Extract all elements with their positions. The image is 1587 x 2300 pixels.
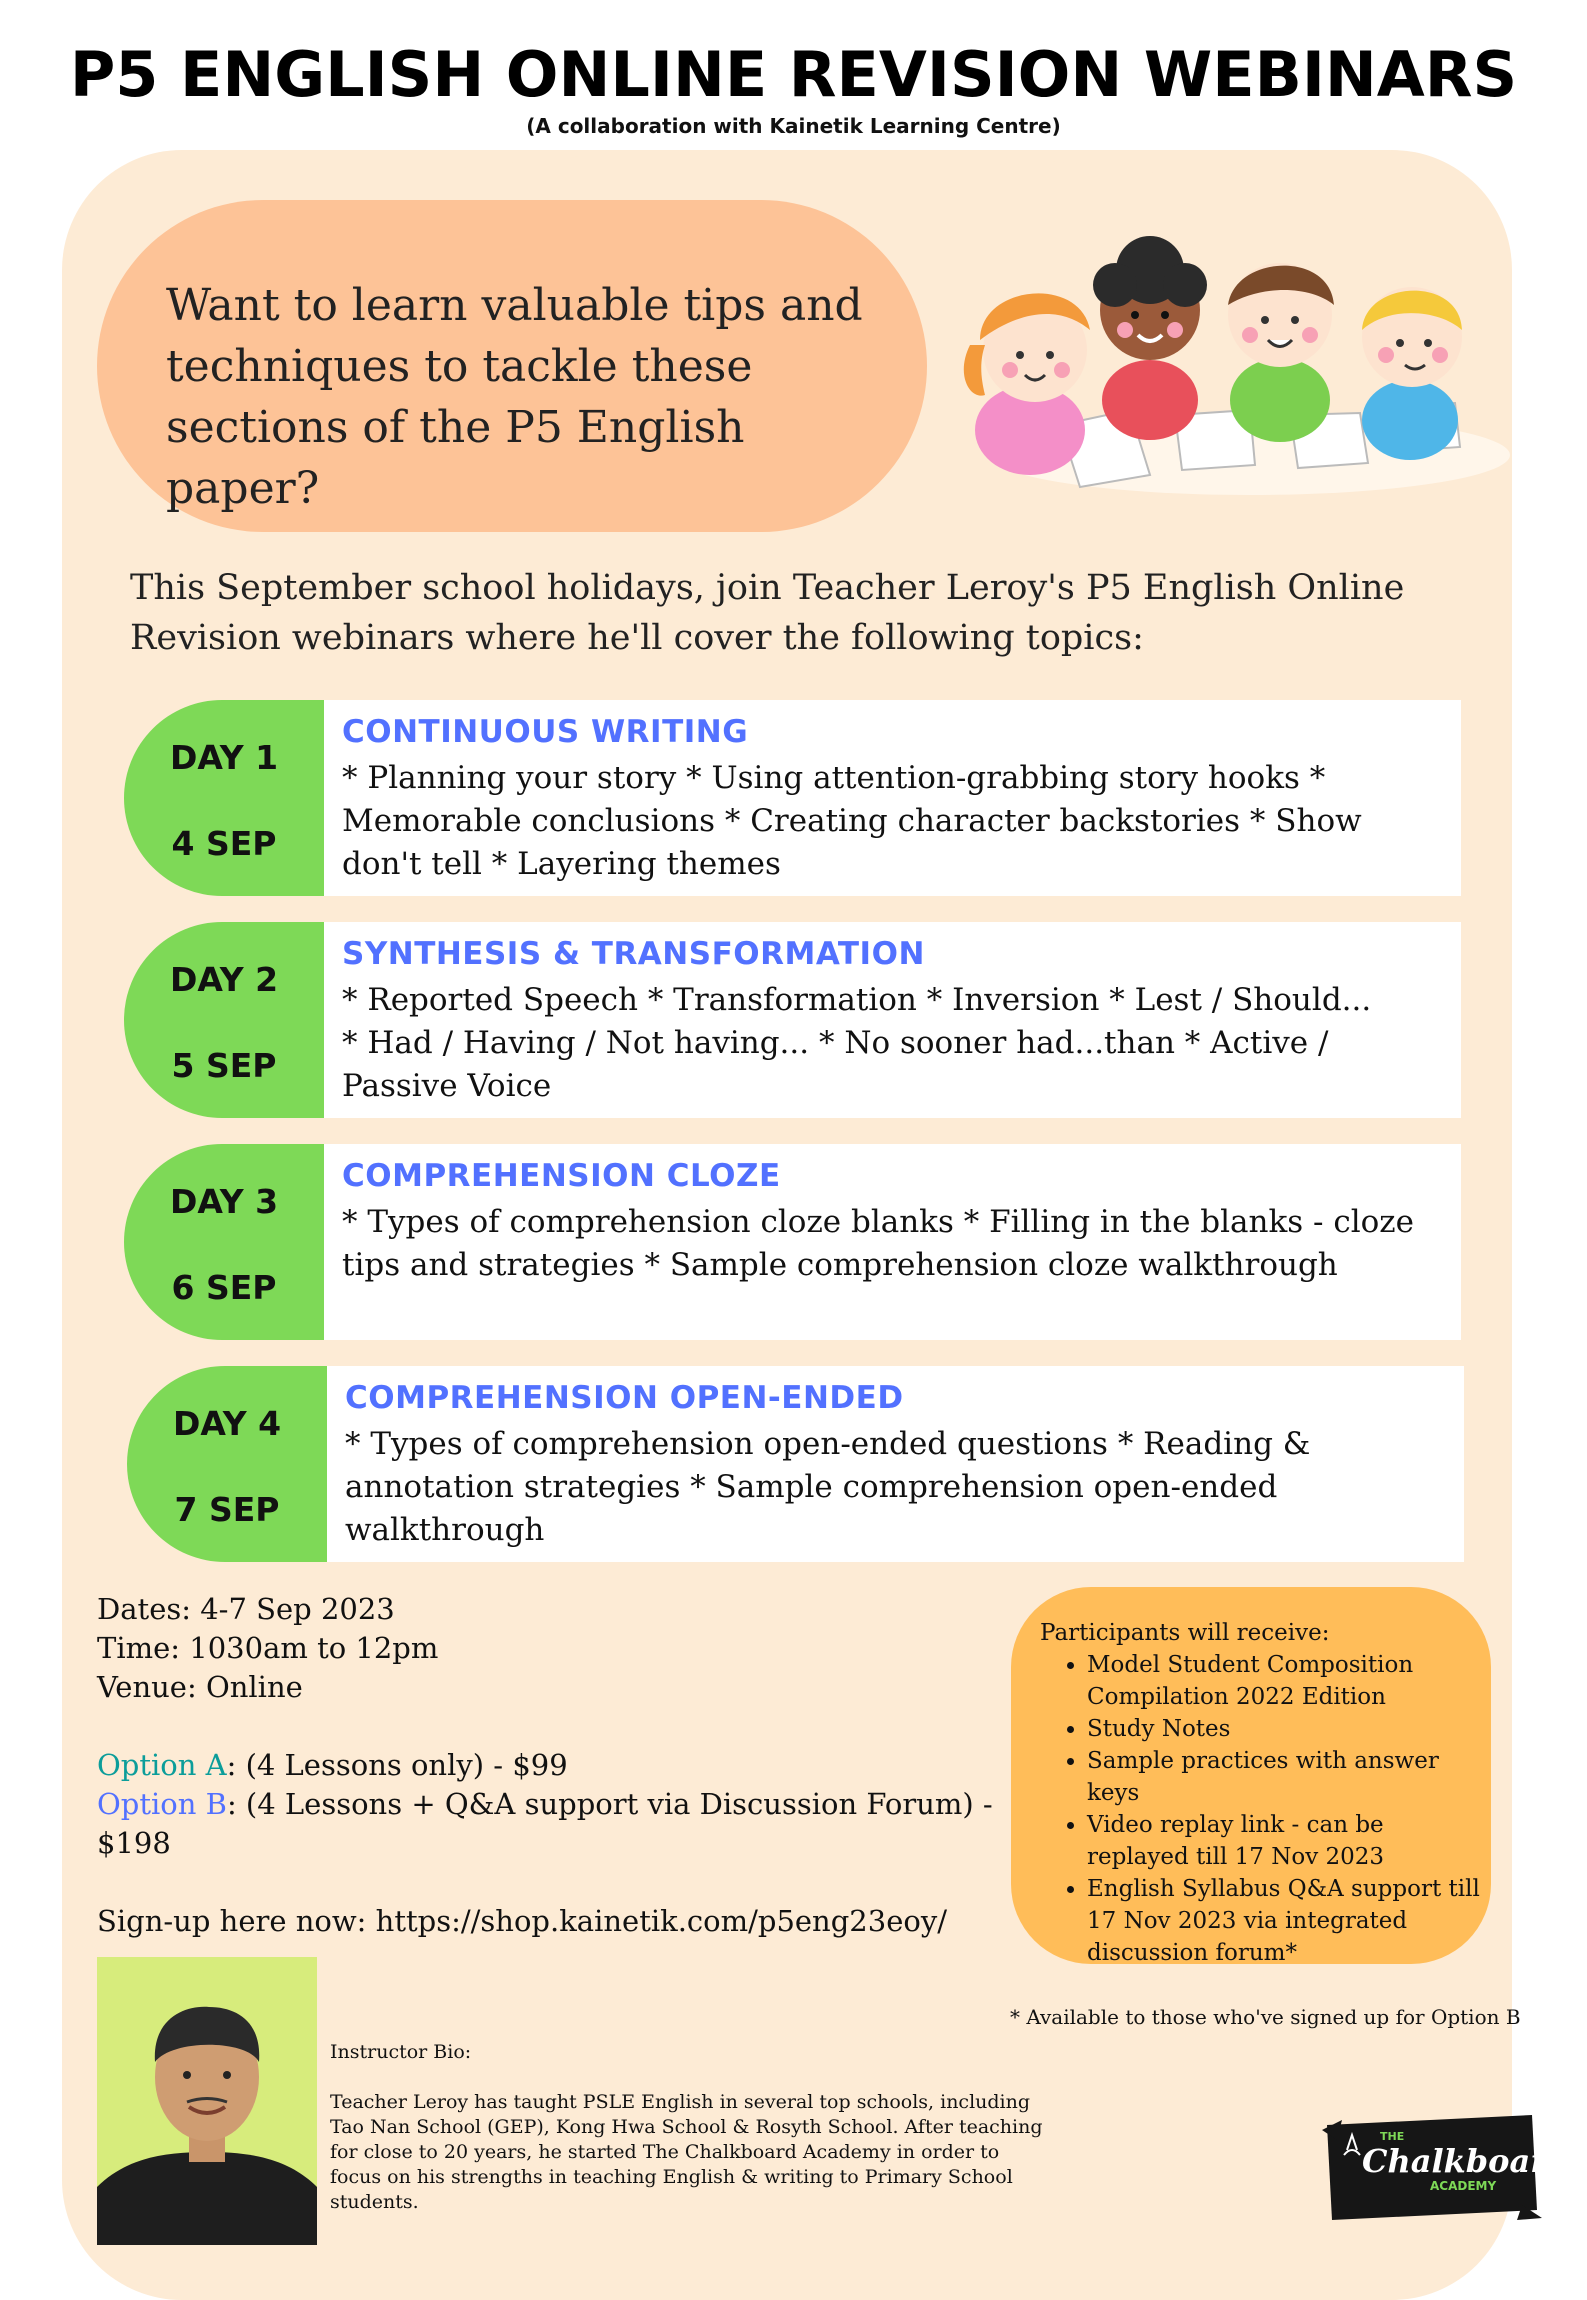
day-description: [342, 979, 1442, 1108]
day-card-2: [124, 922, 1461, 1118]
intro-line-1: This September school holidays, join Teacher Leroy's P5 English Online: [130, 568, 1405, 608]
day-tab: [124, 1144, 324, 1340]
day-body: [324, 700, 1461, 896]
instructor-portrait: [97, 1957, 317, 2245]
day-title: SYNTHESIS & TRANSFORMATION: [342, 936, 925, 972]
question-text: [166, 275, 886, 519]
day-body: [324, 1144, 1461, 1340]
signup-link[interactable]: Sign-up here now: https://shop.kainetik.com/p5eng23eoy/: [97, 1904, 947, 1938]
children-illustration: [950, 225, 1510, 495]
day-tab: [127, 1366, 327, 1562]
event-dates: Dates: 4-7 Sep 2023: [97, 1592, 395, 1626]
event-details: [97, 1590, 997, 1941]
day-label: DAY 2: [169, 960, 279, 999]
page-subtitle: (A collaboration with Kainetik Learning Centre): [526, 114, 1061, 138]
day-body: [324, 922, 1461, 1118]
option-a-text: : (4 Lessons only) - $99: [226, 1748, 568, 1782]
bio-text: Teacher Leroy has taught PSLE English in several top schools, including Tao Nan School (GEP), Kong Hwa School & Rosyth School. After teaching for close to 20 years, he started The Chalkboard Academy in order to focus on his strengths in teaching English & writing to Primary School students.: [330, 2091, 1043, 2213]
event-time: Time: 1030am to 12pm: [97, 1631, 439, 1665]
logo-the: THE: [1380, 2130, 1405, 2143]
receive-heading: Participants will receive:: [1040, 1620, 1330, 1646]
day-label: DAY 3: [169, 1182, 279, 1221]
chalkboard-academy-logo: [1322, 2110, 1570, 2225]
page-title: P5 ENGLISH ONLINE REVISION WEBINARS: [69, 38, 1518, 111]
event-venue: Venue: Online: [97, 1670, 303, 1704]
option-b-footnote: * Available to those who've signed up for Option B: [1010, 2005, 1521, 2029]
bio-heading: Instructor Bio:: [330, 2041, 472, 2063]
day-description: * Types of comprehension open-ended questions * Reading & annotation strategies * Sample comprehension open-ended walkthrough: [345, 1426, 1311, 1548]
intro-line-2: Revision webinars where he'll cover the following topics:: [130, 618, 1144, 658]
question-line-3: sections of the P5 English paper?: [166, 402, 745, 514]
instructor-photo: [97, 1957, 317, 2245]
receive-item: • Model Student Composition Compilation 2022 Edition: [1087, 1649, 1487, 1713]
instructor-bio: [330, 2040, 1050, 2215]
day-description-line-1: * Reported Speech * Transformation * Inversion * Lest / Should...: [342, 982, 1372, 1018]
day-date: 7 SEP: [174, 1490, 280, 1529]
participants-receive-box: [1011, 1587, 1491, 1964]
day-date: 5 SEP: [171, 1046, 277, 1085]
question-line-2: techniques to tackle these: [166, 341, 753, 392]
day-tab: [124, 922, 324, 1118]
day-card-3: [124, 1144, 1461, 1340]
receive-item: • English Syllabus Q&A support till 17 Nov 2023 via integrated discussion forum*: [1087, 1873, 1487, 1969]
intro-text: [130, 563, 1430, 663]
receive-item: • Study Notes: [1087, 1713, 1487, 1745]
logo-name: Chalkboard: [1362, 2142, 1570, 2180]
day-description-line-2: * Had / Having / Not having... * No sooner had...than * Active / Passive Voice: [342, 1025, 1329, 1104]
day-card-4: [127, 1366, 1464, 1562]
day-description: * Types of comprehension cloze blanks * Filling in the blanks - cloze tips and strategies * Sample comprehension cloze walkthrough: [342, 1204, 1414, 1283]
option-a: [97, 1746, 997, 1785]
day-description: * Planning your story * Using attention-grabbing story hooks * Memorable conclusions * Creating character backstories * Show don't tell * Layering themes: [342, 760, 1362, 882]
day-card-1: [124, 700, 1461, 896]
day-label: DAY 1: [169, 738, 279, 777]
day-date: 6 SEP: [171, 1268, 277, 1307]
logo-graphic: [1322, 2110, 1570, 2225]
option-b: [97, 1785, 997, 1863]
receive-item: • Video replay link - can be replayed till 17 Nov 2023: [1087, 1809, 1487, 1873]
receive-item: • Sample practices with answer keys: [1087, 1745, 1487, 1809]
day-body: [327, 1366, 1464, 1562]
option-b-text: : (4 Lessons + Q&A support via Discussion Forum) - $198: [97, 1787, 993, 1860]
day-label: DAY 4: [172, 1404, 282, 1443]
logo-academy: ACADEMY: [1430, 2179, 1497, 2193]
day-tab: [124, 700, 324, 896]
option-a-label: Option A: [97, 1748, 227, 1782]
option-b-label: Option B: [97, 1787, 227, 1821]
question-line-1: Want to learn valuable tips and: [166, 280, 863, 331]
receive-list: [1039, 1649, 1487, 1969]
day-title: CONTINUOUS WRITING: [342, 714, 749, 750]
day-title: COMPREHENSION OPEN-ENDED: [345, 1380, 904, 1416]
day-date: 4 SEP: [171, 824, 277, 863]
day-title: COMPREHENSION CLOZE: [342, 1158, 781, 1194]
